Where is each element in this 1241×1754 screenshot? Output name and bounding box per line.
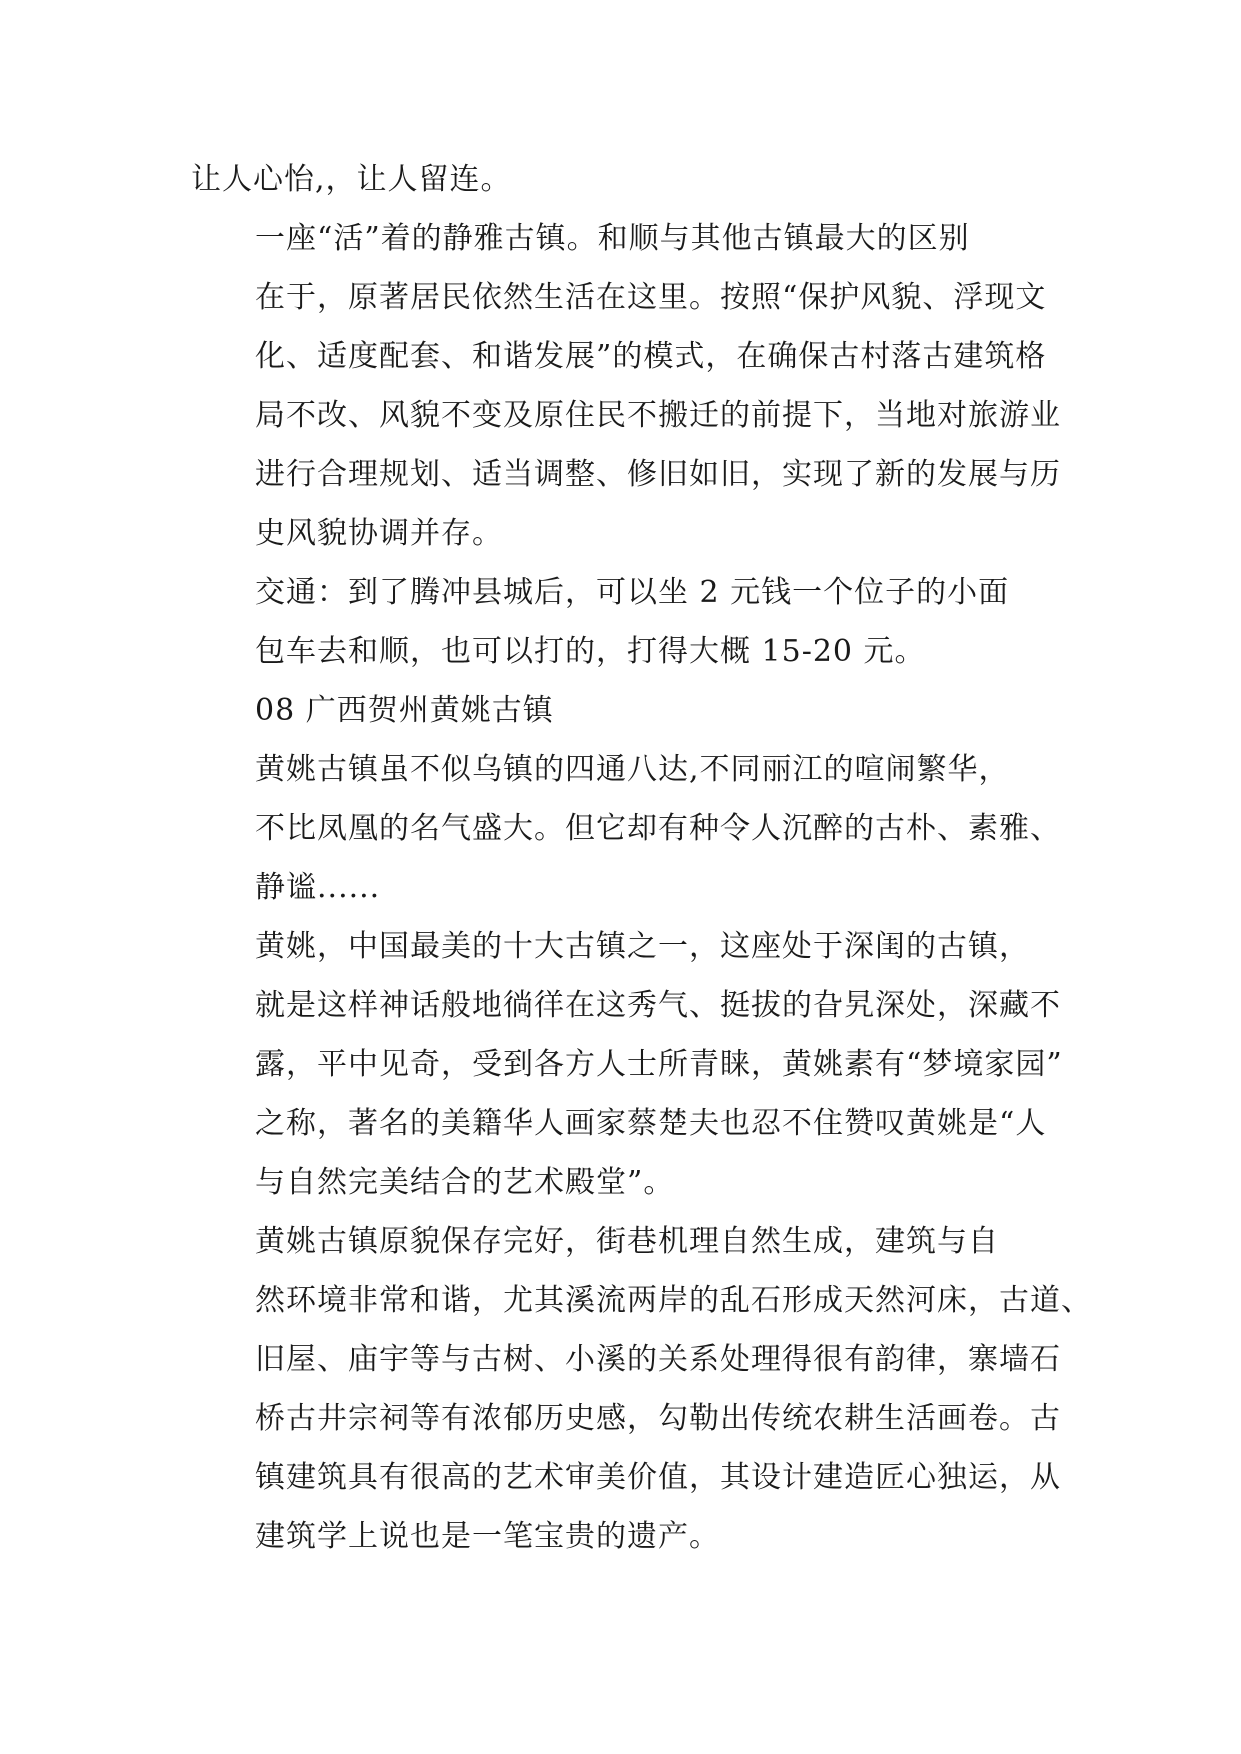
text-line: 黄姚古镇原貌保存完好，街巷机理自然生成，建筑与自 xyxy=(255,1224,999,1259)
heading-text: 08 广西贺州黄姚古镇 xyxy=(255,693,554,728)
paragraph-transport xyxy=(191,563,1061,681)
text-line: 局不改、风貌不变及原住民不搬迁的前提下，当地对旅游业 xyxy=(255,398,1061,433)
text-line: 黄姚，中国最美的十大古镇之一，这座处于深闺的古镇， xyxy=(255,929,1030,964)
paragraph-heshun-description xyxy=(191,209,1061,563)
text-line: 与自然完美结合的艺术殿堂”。 xyxy=(255,1165,675,1200)
paragraph-huangyao-architecture xyxy=(191,1212,1092,1566)
text-line: 露，平中见奇，受到各方人士所青睐，黄姚素有“梦境家园” xyxy=(255,1047,1063,1082)
text-line: 就是这样神话般地徜徉在这秀气、挺拔的旮旯深处，深藏不 xyxy=(255,988,1061,1023)
text-line: 黄姚古镇虽不似乌镇的四通八达,不同丽江的喧闹繁华， xyxy=(255,752,1010,787)
section-heading-08 xyxy=(191,681,1061,740)
text-line: 旧屋、庙宇等与古树、小溪的关系处理得很有韵律，寨墙石 xyxy=(255,1342,1061,1377)
text-line: 建筑学上说也是一笔宝贵的遗产。 xyxy=(255,1519,720,1554)
text-line: 之称，著名的美籍华人画家蔡楚夫也忍不住赞叹黄姚是“人 xyxy=(255,1106,1047,1141)
text-line: 史风貌协调并存。 xyxy=(255,516,503,551)
text-line: 让人心怡,，让人留连。 xyxy=(191,162,512,197)
text-line: 桥古井宗祠等有浓郁历史感，勾勒出传统农耕生活画卷。古 xyxy=(255,1401,1061,1436)
text-line: 然环境非常和谐，尤其溪流两岸的乱石形成天然河床，古道、 xyxy=(255,1283,1092,1318)
text-line: 镇建筑具有很高的艺术审美价值，其设计建造匠心独运，从 xyxy=(255,1460,1061,1495)
text-line: 一座“活”着的静雅古镇。和顺与其他古镇最大的区别 xyxy=(255,221,970,256)
text-line: 在于，原著居民依然生活在这里。按照“保护风貌、浮现文 xyxy=(255,280,1047,315)
text-line: 进行合理规划、适当调整、修旧如旧，实现了新的发展与历 xyxy=(255,457,1061,492)
text-line: 交通：到了腾冲县城后，可以坐 2 元钱一个位子的小面 xyxy=(255,575,1010,610)
text-line: 不比凤凰的名气盛大。但它却有种令人沉醉的古朴、素雅、 xyxy=(255,811,1061,846)
text-line: 包车去和顺，也可以打的，打得大概 15-20 元。 xyxy=(255,634,926,669)
paragraph-huangyao-fame xyxy=(191,917,1061,1212)
paragraph-huangyao-intro xyxy=(191,740,1061,917)
text-line: 静谧...... xyxy=(255,870,381,905)
document-body xyxy=(191,150,1092,1566)
paragraph-intro-end xyxy=(191,150,1061,209)
text-line: 化、适度配套、和谐发展”的模式，在确保古村落古建筑格 xyxy=(255,339,1047,374)
